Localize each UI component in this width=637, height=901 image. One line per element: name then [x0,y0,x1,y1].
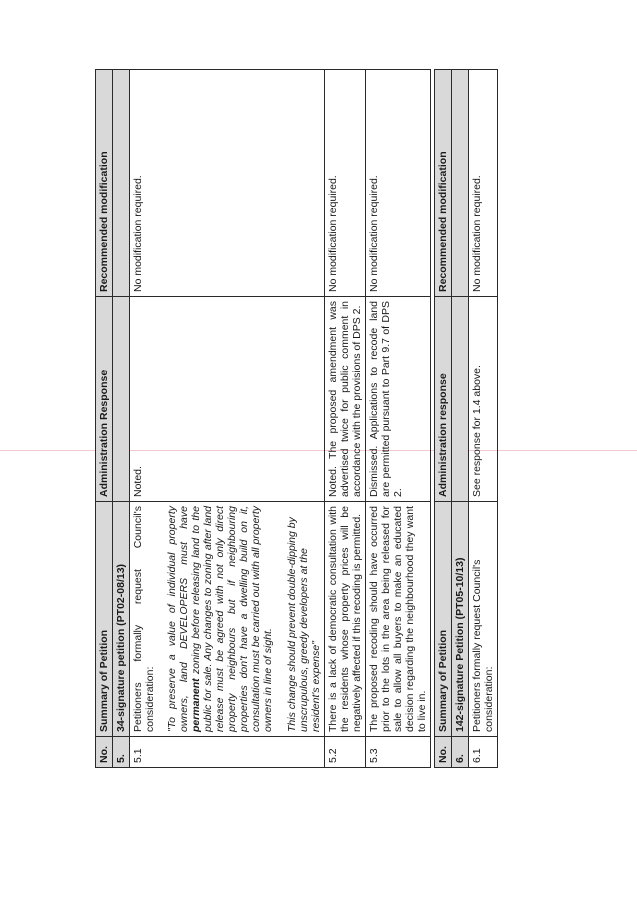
row-response: Dismissed. Applications to recode land are permitted pursuant to Part 9.7 of DPS 2. [366,297,431,502]
table-row [130,70,325,768]
header-no: No. [96,737,113,768]
rotated-page [95,57,495,768]
row-summary [130,502,325,737]
table-header-row [435,70,452,768]
petition-empty-cell [452,70,469,297]
table-row [325,70,366,768]
petition-number: 6. [452,737,469,768]
table-header-row [96,70,113,768]
petition-empty-cell [452,297,469,502]
row-number: 6.1 [469,737,498,768]
row-modification: No modification required. [325,70,366,297]
row-summary: There is a lack of democratic consultation with the residents whose property prices will be negatively affected if this recoding is permitted. [325,502,366,737]
row-modification: No modification required. [469,70,498,297]
summary-quote [166,506,274,732]
row-response: Noted. [130,297,325,502]
header-modification: Recommended modification [96,70,113,297]
quote-text-end: zoning before releasing land to the public for sale. Any changes to zoning after land release must be agreed with not only direct property neighbours but if neighbouring properties don't have a dwelling build on it, consultation must be carried out with all property owners in line of sight. [190,506,274,732]
petition-empty-cell [113,297,130,502]
summary-quote-continued: This change should prevent double-dipping by unscrupulous, greedy developers at the resident's expense" [286,517,322,732]
row-summary: Petitioners formally request Council's consideration: [469,502,498,737]
quote-text-start: "To preserve a value of individual property owners, land DEVELOPERS must have [166,506,190,732]
summary-intro: Petitioners formally request Council's consideration: [132,506,156,732]
petition-table-6 [434,69,498,768]
petition-number: 5. [113,737,130,768]
table-row [366,70,431,768]
header-summary: Summary of Petition [435,502,452,737]
petition-title: 34-signature petition (PT02-08/13) [113,502,130,737]
petition-table-5 [95,69,431,768]
row-response: See response for 1.4 above. [469,297,498,502]
header-no: No. [435,737,452,768]
row-number: 5.1 [130,737,325,768]
row-response: Noted. The proposed amendment was advertised twice for public comment in accordance with the provisions of DPS 2. [325,297,366,502]
row-summary: The proposed recoding should have occurred prior to the lots in the area being released for sale to allow all buyers to make an educated decision regarding the neighbourhood they want to live in. [366,502,431,737]
petition-empty-cell [113,70,130,297]
table-row [469,70,498,768]
header-summary: Summary of Petition [96,502,113,737]
row-number: 5.2 [325,737,366,768]
petition-title-row [113,70,130,768]
header-modification: Recommended modification [435,70,452,297]
header-response: Administration response [435,297,452,502]
row-number: 5.3 [366,737,431,768]
row-modification: No modification required. [366,70,431,297]
quote-bold-word: permanent [190,678,202,732]
petition-title: 142-signature Petition (PT05-10/13) [452,502,469,737]
petition-title-row [452,70,469,768]
row-modification: No modification required. [130,70,325,297]
header-response: Administration Response [96,297,113,502]
